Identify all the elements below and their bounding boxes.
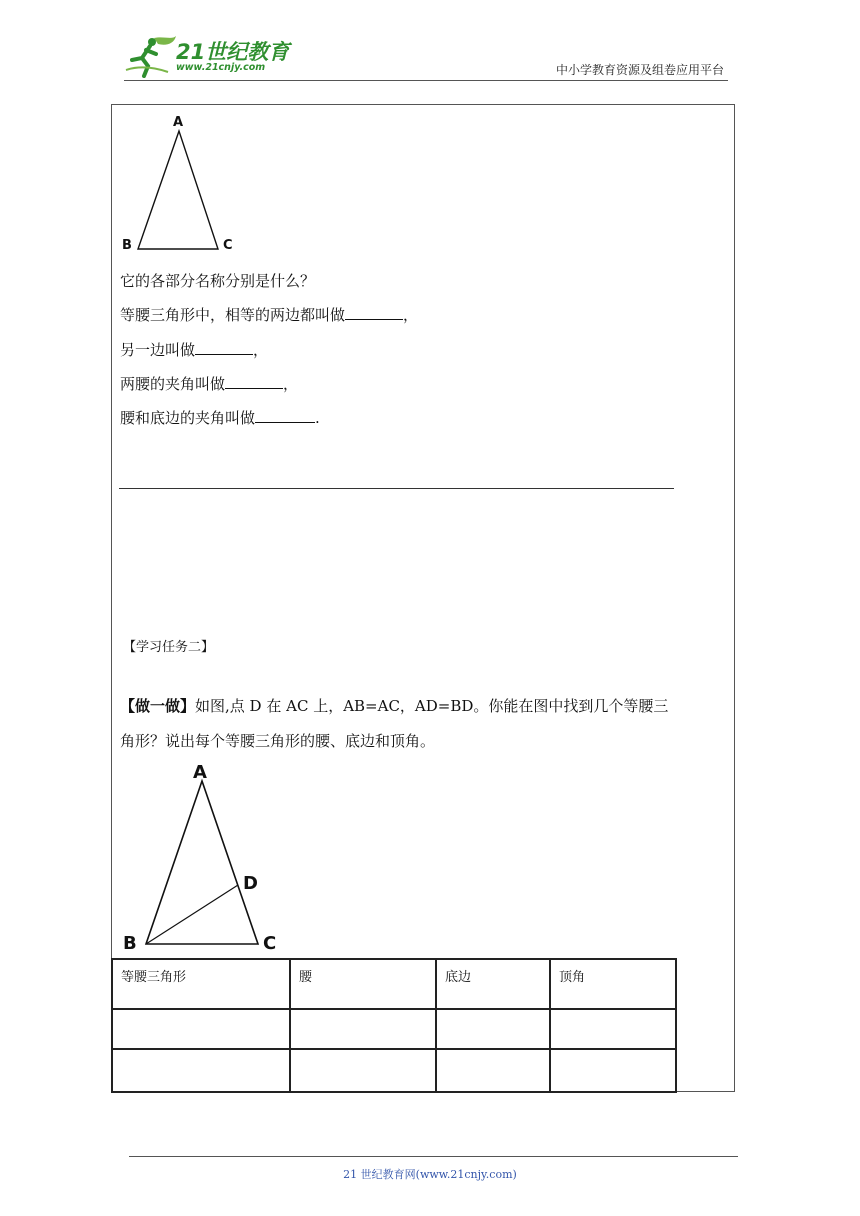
table-cell[interactable] xyxy=(112,1049,290,1092)
footer-divider xyxy=(129,1156,738,1157)
vertex-label-c: C xyxy=(263,933,277,954)
fill-line-legs xyxy=(120,304,418,325)
punct: ， xyxy=(283,375,299,393)
answer-blank[interactable] xyxy=(345,304,403,320)
fill-line-apex-angle xyxy=(120,373,298,394)
fill-line-apex-angle-text: 两腰的夹角叫做 xyxy=(120,375,226,393)
footer-text: 21 世纪教育网(www.21cnjy.com) xyxy=(343,1168,517,1181)
table-header-cell: 腰 xyxy=(290,959,436,1009)
fill-line-base-angle xyxy=(120,407,320,428)
platform-name: 中小学教育资源及组卷应用平台 xyxy=(555,63,724,77)
vertex-label-a: A xyxy=(173,115,184,130)
problem-line-1 xyxy=(120,695,668,716)
answer-blank[interactable] xyxy=(225,373,283,389)
fill-line-base-angle-text: 腰和底边的夹角叫做 xyxy=(120,409,256,427)
isosceles-triangle-figure xyxy=(112,108,252,258)
site-logo xyxy=(124,34,294,80)
punct: ， xyxy=(403,306,419,324)
table-header-cell: 顶角 xyxy=(550,959,676,1009)
table-cell[interactable] xyxy=(112,1009,290,1049)
punct: ， xyxy=(253,341,269,359)
table-cell[interactable] xyxy=(436,1049,550,1092)
answer-blank[interactable] xyxy=(255,407,315,423)
answer-blank[interactable] xyxy=(195,339,253,355)
logo-url: www.21cnjy.com xyxy=(176,62,266,73)
isosceles-table xyxy=(111,958,677,1093)
fill-line-base xyxy=(120,339,268,360)
table-header-row xyxy=(112,959,676,1009)
table-row xyxy=(112,1009,676,1049)
table-cell[interactable] xyxy=(436,1009,550,1049)
table-header-cell: 等腰三角形 xyxy=(112,959,290,1009)
task-two-heading: 【学习任务二】 xyxy=(123,640,215,655)
punct: . xyxy=(315,409,320,427)
table-cell[interactable] xyxy=(550,1049,676,1092)
header-divider xyxy=(124,80,728,81)
vertex-label-c: C xyxy=(223,238,233,253)
triangle-abc xyxy=(138,131,218,249)
vertex-label-b: B xyxy=(122,238,132,253)
activity-tag: 【做一做】 xyxy=(120,697,196,715)
problem-line-2: 角形？说出每个等腰三角形的腰、底边和顶角。 xyxy=(120,732,436,750)
question-text: 它的各部分名称分别是什么？ xyxy=(120,272,316,290)
triangle-abd-figure xyxy=(112,758,292,958)
table-cell[interactable] xyxy=(290,1009,436,1049)
table-cell[interactable] xyxy=(290,1049,436,1092)
table-header-cell: 底边 xyxy=(436,959,550,1009)
segment-bd xyxy=(146,885,238,944)
fill-line-legs-text: 等腰三角形中，相等的两边都叫做 xyxy=(120,306,346,324)
vertex-label-a: A xyxy=(193,762,207,783)
problem-text-1: 如图,点 D 在 AC 上，AB=AC，AD=BD。你能在图中找到几个等腰三 xyxy=(195,697,669,715)
point-label-d: D xyxy=(243,873,258,894)
triangle-abc xyxy=(146,781,258,944)
vertex-label-b: B xyxy=(123,933,137,954)
logo-title: 21世纪教育 xyxy=(176,40,290,64)
answer-line xyxy=(119,488,674,489)
table-row xyxy=(112,1049,676,1092)
table-cell[interactable] xyxy=(550,1009,676,1049)
runner-logo-icon xyxy=(124,34,178,78)
fill-line-base-text: 另一边叫做 xyxy=(120,341,196,359)
